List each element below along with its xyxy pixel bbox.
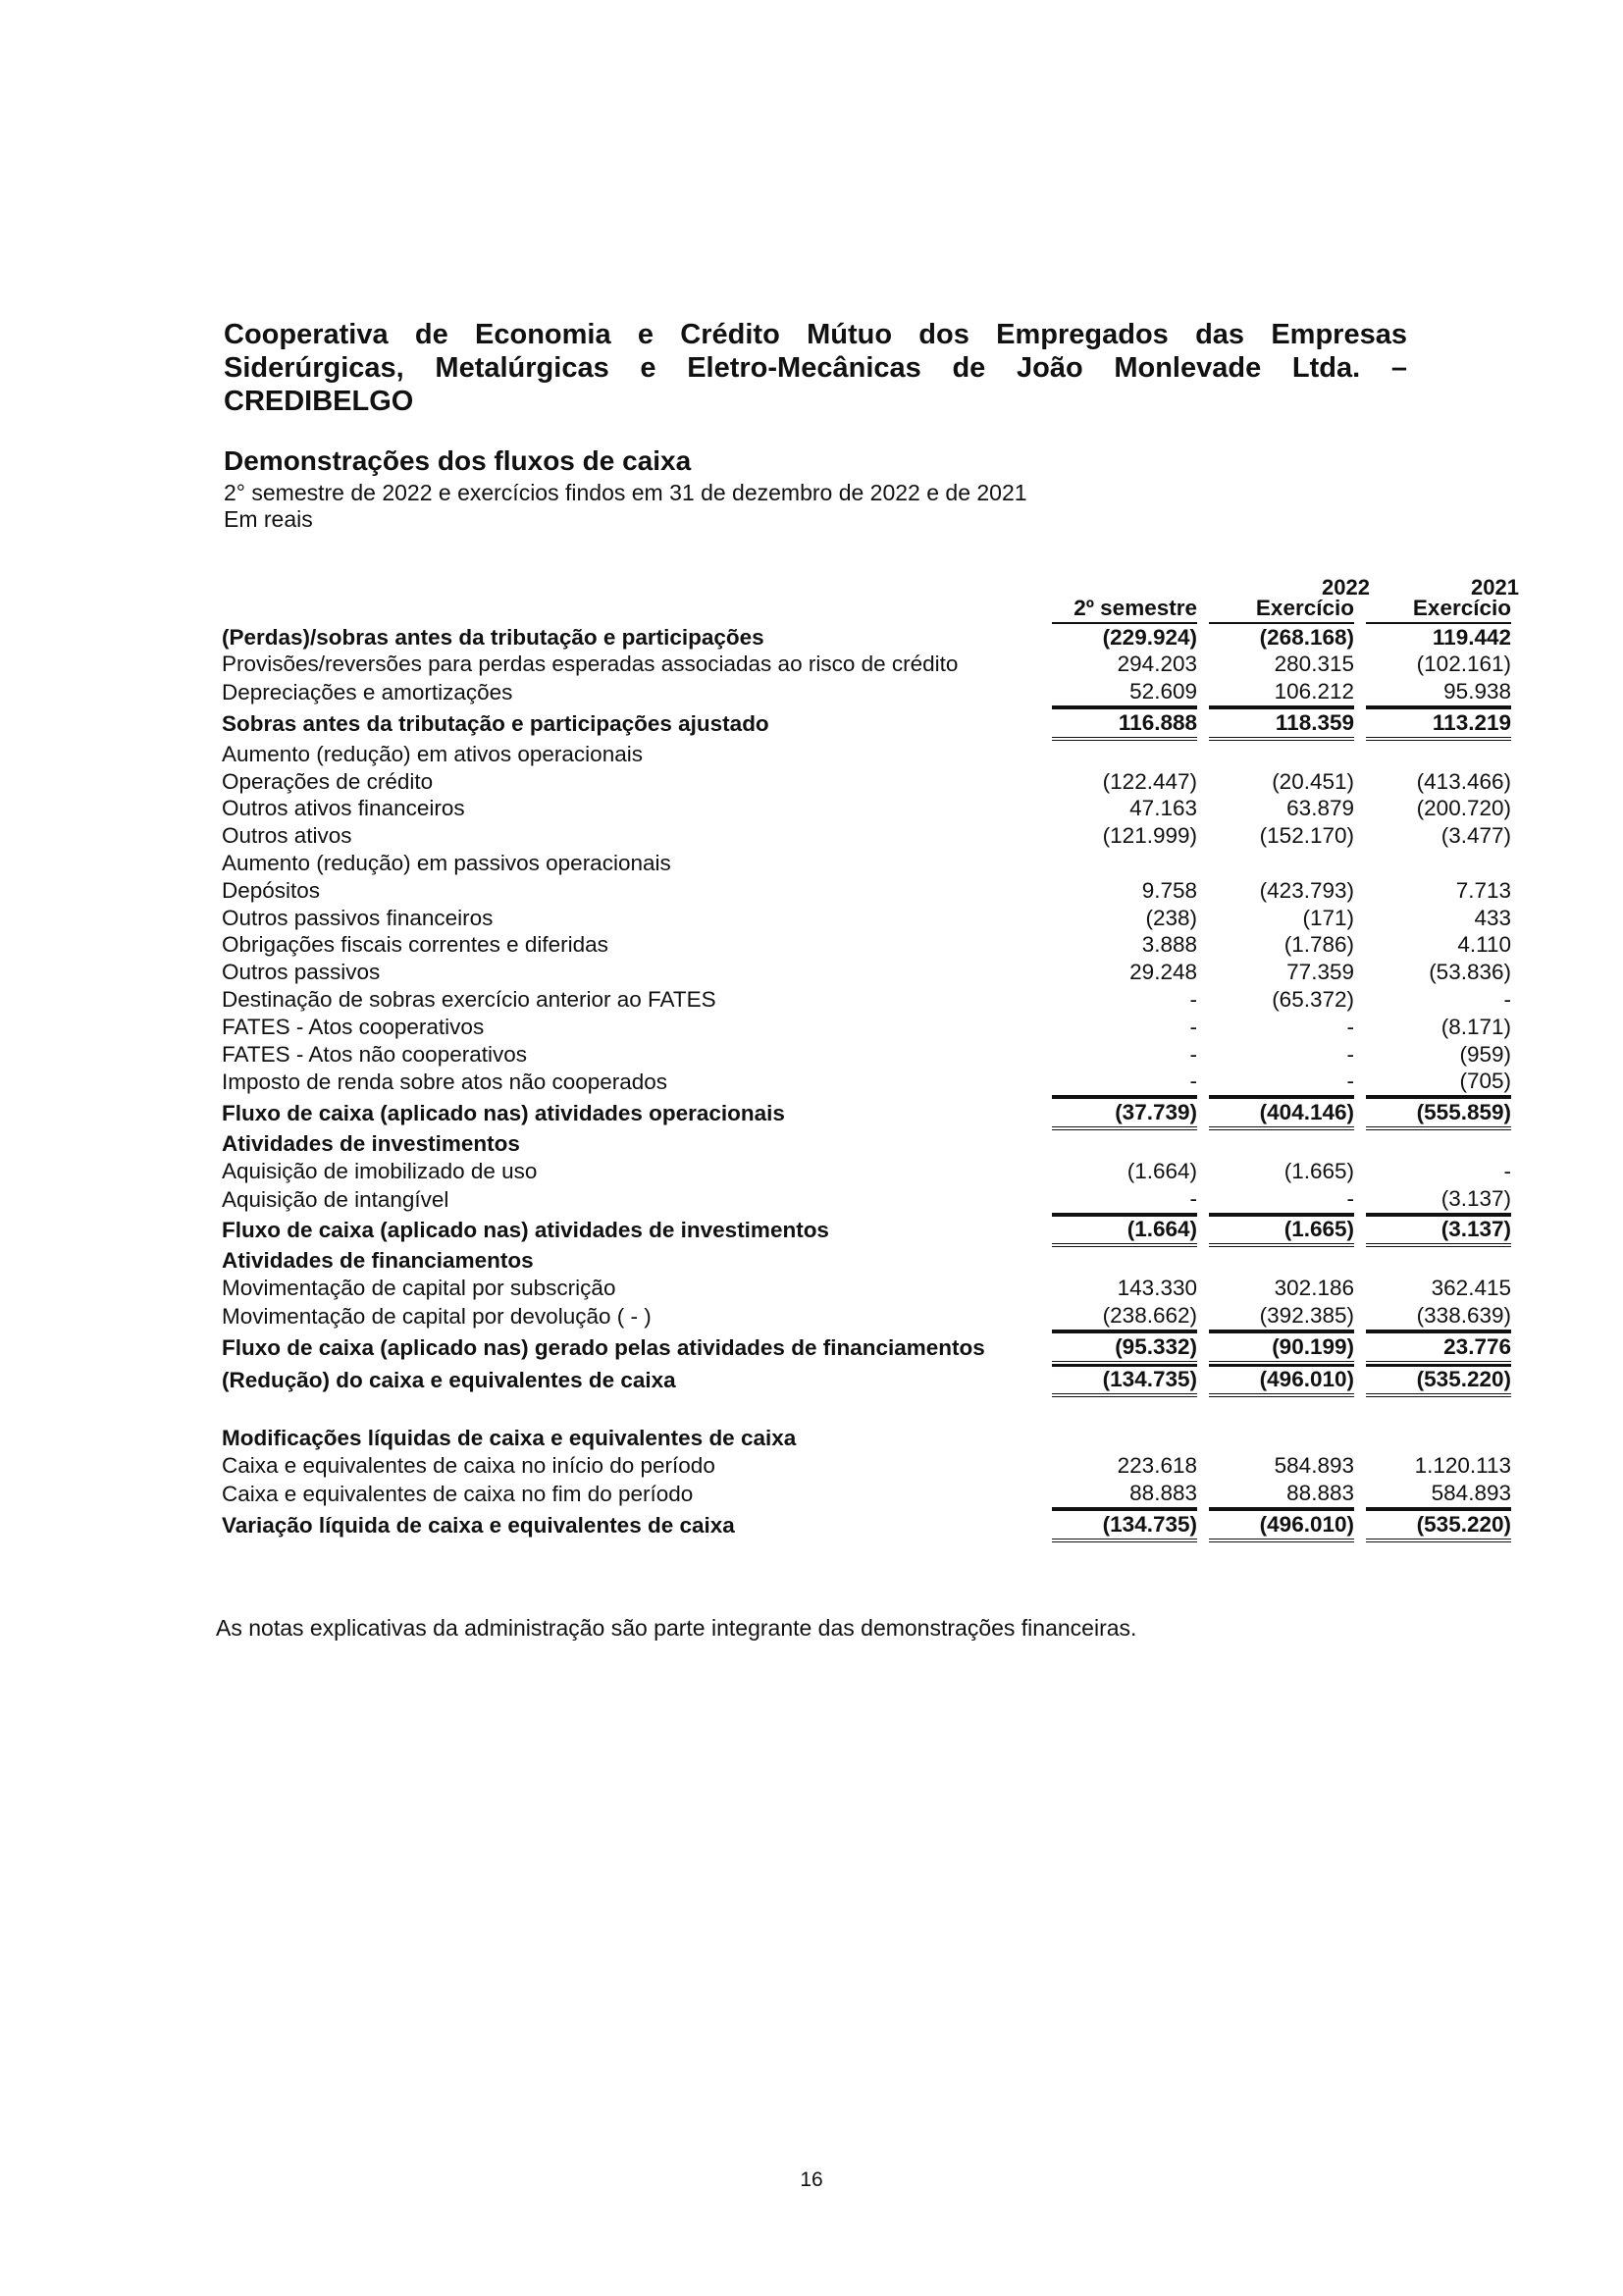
value-cell-2: (423.793): [1259, 877, 1354, 903]
value-cell-1: (122.447): [1102, 768, 1197, 794]
table-row: [222, 1275, 1511, 1302]
value-cell-1: 47.163: [1129, 796, 1197, 821]
value-cell-3: -: [1503, 987, 1511, 1013]
table-row: [222, 1425, 1511, 1452]
value-cell-1: -: [1189, 987, 1197, 1013]
row-label: Aumento (redução) em passivos operacionais: [222, 851, 671, 876]
table-row: [222, 1480, 1511, 1509]
value-cell-3: 362.415: [1431, 1276, 1511, 1301]
table-row: [222, 822, 1511, 850]
value-cell-3: (200.720): [1416, 796, 1511, 821]
value-cell-3: [1366, 1425, 1511, 1452]
table-row: [222, 905, 1511, 932]
value-cell-2: (90.199): [1209, 1331, 1354, 1365]
row-label: Variação líquida de caixa e equivalentes de caixa: [222, 1512, 735, 1538]
row-label: Aumento (redução) em ativos operacionais: [222, 741, 643, 766]
value-cell-1: -: [1189, 1041, 1197, 1067]
row-label: Atividades de investimentos: [222, 1131, 520, 1157]
table-row: [222, 707, 1511, 741]
table-row: [222, 1014, 1511, 1041]
table-row: [222, 1069, 1511, 1098]
value-cell-1: (238.662): [1052, 1302, 1197, 1331]
value-cell-3: 433: [1474, 905, 1511, 930]
value-cell-3: (413.466): [1416, 768, 1511, 794]
table-row: [222, 1097, 1511, 1130]
value-cell-2: -: [1346, 1014, 1354, 1039]
value-cell-3: 119.442: [1432, 624, 1511, 650]
row-label: Obrigações fiscais correntes e diferidas: [222, 932, 608, 958]
value-cell-2: (496.010): [1209, 1509, 1354, 1542]
value-cell-3: 7.713: [1455, 877, 1511, 903]
company-name-line-2: Siderúrgicas, Metalúrgicas e Eletro-Mecânicas de João Monlevade Ltda. –: [224, 352, 1407, 384]
row-label: Aquisição de intangível: [222, 1186, 449, 1212]
statement-subtitle: [224, 480, 1027, 533]
table-row: [222, 678, 1511, 707]
value-cell-3: 584.893: [1366, 1480, 1511, 1509]
table-row: [222, 959, 1511, 986]
row-label: Movimentação de capital por subscrição: [222, 1276, 616, 1301]
table-row: [222, 1331, 1511, 1365]
footnote: As notas explicativas da administração são parte integrante das demonstrações financeiras.: [216, 1615, 1137, 1641]
row-label: Caixa e equivalentes de caixa no início do período: [222, 1453, 715, 1478]
value-cell-1: 88.883: [1052, 1480, 1197, 1509]
table-row: [222, 1302, 1511, 1331]
row-label: Modificações líquidas de caixa e equivalentes de caixa: [222, 1426, 797, 1451]
value-cell-3: (3.137): [1366, 1185, 1511, 1215]
value-cell-2: (496.010): [1209, 1365, 1354, 1398]
value-cell-1: 52.609: [1052, 678, 1197, 707]
value-cell-3: (53.836): [1429, 960, 1511, 985]
company-name: [224, 318, 1407, 418]
value-cell-2: [1209, 1130, 1354, 1158]
value-cell-3: [1366, 741, 1511, 768]
value-cell-3: (8.171): [1440, 1014, 1511, 1039]
row-label: Destinação de sobras exercício anterior ao FATES: [222, 987, 716, 1013]
table-row: [222, 796, 1511, 823]
value-cell-2: 77.359: [1286, 960, 1354, 985]
table-row: [222, 1365, 1511, 1398]
value-cell-1: (134.735): [1052, 1365, 1197, 1398]
value-cell-1: (1.664): [1052, 1215, 1197, 1248]
table-row: [222, 986, 1511, 1014]
row-label: FATES - Atos não cooperativos: [222, 1041, 527, 1067]
value-cell-3: [1366, 850, 1511, 877]
table-row: [222, 1130, 1511, 1158]
company-name-line-1: Cooperativa de Economia e Crédito Mútuo dos Empregados das Empresas: [224, 319, 1407, 350]
value-cell-2: 280.315: [1274, 652, 1354, 677]
column-header-row: [222, 595, 1511, 624]
value-cell-2: 63.879: [1286, 796, 1354, 821]
value-cell-3: (959): [1459, 1041, 1511, 1067]
value-cell-1: 294.203: [1117, 652, 1197, 677]
value-cell-2: (20.451): [1272, 768, 1354, 794]
value-cell-1: [1052, 1425, 1197, 1452]
value-cell-1: 143.330: [1117, 1276, 1197, 1301]
value-cell-2: (65.372): [1272, 987, 1354, 1013]
row-label: Fluxo de caixa (aplicado nas) gerado pelas atividades de financiamentos: [222, 1334, 985, 1360]
row-label: Outros ativos financeiros: [222, 796, 465, 821]
table-row: [222, 1247, 1511, 1275]
row-label: Outros passivos: [222, 960, 381, 985]
value-cell-3: (555.859): [1366, 1097, 1511, 1130]
row-label: Sobras antes da tributação e participações ajustado: [222, 711, 769, 737]
value-cell-2: (268.168): [1259, 624, 1354, 650]
value-cell-2: -: [1209, 1069, 1354, 1098]
col-header-fiscal-2022: Exercício: [1209, 595, 1354, 624]
value-cell-2: [1209, 741, 1354, 768]
value-cell-1: -: [1052, 1069, 1197, 1098]
value-cell-1: (95.332): [1052, 1331, 1197, 1365]
row-label: Movimentação de capital por devolução ( - ): [222, 1303, 652, 1329]
row-label: (Redução) do caixa e equivalentes de caixa: [222, 1368, 676, 1393]
value-cell-2: [1209, 1425, 1354, 1452]
row-label: Atividades de financiamentos: [222, 1248, 534, 1274]
value-cell-2: (1.665): [1283, 1158, 1354, 1183]
table-row: [222, 877, 1511, 905]
statement-title: Demonstrações dos fluxos de caixa: [224, 445, 692, 476]
value-cell-1: [1052, 741, 1197, 768]
table-row: [222, 741, 1511, 768]
value-cell-1: -: [1189, 1014, 1197, 1039]
value-cell-3: 4.110: [1457, 932, 1511, 958]
value-cell-1: [1052, 1130, 1197, 1158]
value-cell-3: (535.220): [1366, 1365, 1511, 1398]
value-cell-3: (3.137): [1366, 1215, 1511, 1248]
row-label: Provisões/reversões para perdas esperadas associadas ao risco de crédito: [222, 652, 959, 677]
value-cell-2: -: [1209, 1185, 1354, 1215]
col-header-2nd-semester: 2º semestre: [1052, 595, 1197, 624]
value-cell-3: 95.938: [1366, 678, 1511, 707]
value-cell-2: 88.883: [1209, 1480, 1354, 1509]
value-cell-1: 9.758: [1141, 877, 1197, 903]
row-label: Outros ativos: [222, 823, 352, 849]
value-cell-1: (121.999): [1102, 823, 1197, 849]
value-cell-3: 1.120.113: [1414, 1453, 1511, 1478]
value-cell-1: (37.739): [1052, 1097, 1197, 1130]
value-cell-3: (102.161): [1416, 652, 1511, 677]
value-cell-2: (392.385): [1209, 1302, 1354, 1331]
value-cell-2: -: [1346, 1041, 1354, 1067]
row-label: Fluxo de caixa (aplicado nas) atividades operacionais: [222, 1101, 785, 1126]
table-row: [222, 1452, 1511, 1480]
value-cell-1: [1052, 1247, 1197, 1275]
row-label: Imposto de renda sobre atos não cooperados: [222, 1070, 668, 1095]
row-label: Caixa e equivalentes de caixa no fim do período: [222, 1481, 694, 1506]
value-cell-1: (229.924): [1102, 624, 1197, 650]
value-cell-3: (3.477): [1440, 823, 1511, 849]
value-cell-3: -: [1503, 1158, 1511, 1183]
table-row: [222, 624, 1511, 652]
value-cell-1: 116.888: [1052, 707, 1197, 741]
table-row: [222, 652, 1511, 679]
value-cell-2: (1.665): [1209, 1215, 1354, 1248]
table-row: [222, 1509, 1511, 1542]
value-cell-1: 3.888: [1141, 932, 1197, 958]
value-cell-3: (338.639): [1366, 1302, 1511, 1331]
year-header-2022: 2022: [1322, 575, 1370, 600]
company-name-line-3: CREDIBELGO: [224, 386, 414, 417]
row-label: Aquisição de imobilizado de uso: [222, 1158, 538, 1183]
table-row: [222, 1185, 1511, 1215]
table-row: [222, 1215, 1511, 1248]
row-label: Fluxo de caixa (aplicado nas) atividades de investimentos: [222, 1218, 829, 1243]
value-cell-2: (1.786): [1283, 932, 1354, 958]
value-cell-3: [1366, 1130, 1511, 1158]
value-cell-2: 106.212: [1209, 678, 1354, 707]
value-cell-2: [1209, 850, 1354, 877]
table-row: [222, 932, 1511, 960]
value-cell-2: (404.146): [1209, 1097, 1354, 1130]
cash-flow-table: [222, 595, 1511, 1542]
value-cell-1: 223.618: [1117, 1453, 1197, 1478]
value-cell-1: (134.735): [1052, 1509, 1197, 1542]
table-row: [222, 850, 1511, 877]
year-header-2021: 2021: [1471, 575, 1519, 600]
value-cell-2: (152.170): [1259, 823, 1354, 849]
value-cell-3: [1366, 1247, 1511, 1275]
col-header-fiscal-2021: Exercício: [1366, 595, 1511, 624]
spacer-row: [222, 1397, 1511, 1425]
value-cell-2: [1209, 1247, 1354, 1275]
currency-note: Em reais: [224, 506, 313, 532]
value-cell-3: (535.220): [1366, 1509, 1511, 1542]
row-label: Depreciações e amortizações: [222, 680, 513, 705]
value-cell-1: [1052, 850, 1197, 877]
page-number: 16: [800, 2168, 823, 2191]
row-label: Operações de crédito: [222, 768, 434, 794]
value-cell-2: 584.893: [1274, 1453, 1354, 1478]
row-label: (Perdas)/sobras antes da tributação e participações: [222, 624, 764, 650]
cash-flow-body: [222, 624, 1511, 1542]
row-label: FATES - Atos cooperativos: [222, 1014, 485, 1039]
value-cell-3: 23.776: [1366, 1331, 1511, 1365]
table-row: [222, 1158, 1511, 1185]
value-cell-1: (238): [1145, 905, 1197, 930]
row-label: Outros passivos financeiros: [222, 905, 494, 930]
value-cell-1: -: [1052, 1185, 1197, 1215]
value-cell-1: 29.248: [1129, 960, 1197, 985]
table-row: [222, 768, 1511, 796]
table-row: [222, 1041, 1511, 1069]
value-cell-2: 118.359: [1209, 707, 1354, 741]
value-cell-3: (705): [1366, 1069, 1511, 1098]
value-cell-3: 113.219: [1366, 707, 1511, 741]
row-label: Depósitos: [222, 877, 321, 903]
value-cell-1: (1.664): [1126, 1158, 1197, 1183]
value-cell-2: 302.186: [1274, 1276, 1354, 1301]
value-cell-2: (171): [1302, 905, 1354, 930]
period-description: 2° semestre de 2022 e exercícios findos em 31 de dezembro de 2022 e de 2021: [224, 480, 1027, 505]
